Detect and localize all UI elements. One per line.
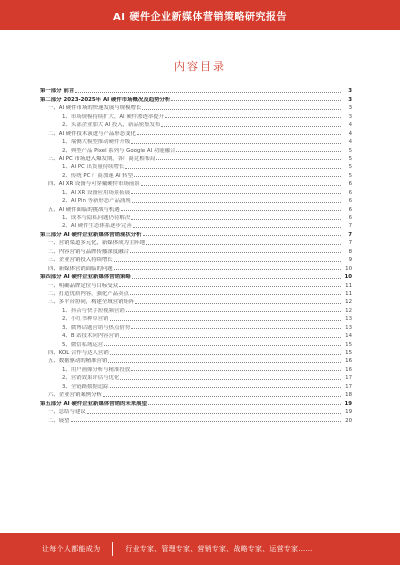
toc-leader-dots xyxy=(108,362,341,363)
toc-entry-text: 四、AI XR 设备与可穿戴硬件市场前景 xyxy=(48,181,140,188)
footer-slogan-left: 让每个人都能成为 xyxy=(42,545,101,553)
toc-leader-dots xyxy=(143,235,341,236)
toc-leader-dots xyxy=(87,413,341,414)
toc-page-number: 19 xyxy=(345,409,352,416)
toc-entry[interactable] xyxy=(40,390,352,398)
toc-entry[interactable] xyxy=(40,94,352,102)
toc-entry-text: 1、AI PC 出货量持续增长 xyxy=(62,164,125,171)
toc-entry-text: 第一部分 前言 xyxy=(40,88,75,95)
toc-page-number: 13 xyxy=(345,316,352,323)
toc-page-number: 5 xyxy=(348,172,352,179)
toc-leader-dots xyxy=(176,151,341,152)
table-of-contents xyxy=(40,86,352,424)
toc-page-number: 7 xyxy=(348,240,352,247)
toc-leader-dots xyxy=(114,261,341,262)
toc-entry-text: 5、微信私域运营 xyxy=(62,341,104,348)
toc-entry-text: 1、抖音与快手短视频营销 xyxy=(62,307,125,314)
toc-entry[interactable] xyxy=(40,263,352,271)
toc-entry[interactable] xyxy=(40,145,352,153)
toc-entry-text: 六、企业营销案例分析 xyxy=(48,392,102,399)
footer-divider xyxy=(112,542,113,556)
toc-page-number: 17 xyxy=(345,383,352,390)
toc-entry-text: 二、打造优质内容，强化产品卖点 xyxy=(48,290,129,297)
toc-entry[interactable] xyxy=(40,196,352,204)
toc-entry-text: 五、数据驱动的精准营销 xyxy=(48,358,108,365)
toc-page-number: 19 xyxy=(344,400,352,407)
toc-entry-text: 2、营销效果评估与优化 xyxy=(62,375,120,382)
toc-leader-dots xyxy=(75,92,341,93)
toc-entry[interactable] xyxy=(40,238,352,246)
toc-entry[interactable] xyxy=(40,305,352,313)
toc-page-number: 10 xyxy=(345,265,352,272)
toc-page-number: 6 xyxy=(348,189,352,196)
toc-page-number: 5 xyxy=(348,155,352,162)
toc-leader-dots xyxy=(146,244,341,245)
report-header-bar xyxy=(0,0,400,30)
toc-page-number: 17 xyxy=(345,375,352,382)
toc-entry[interactable] xyxy=(40,103,352,111)
toc-entry-text: 四、KOL 合作与达人营销 xyxy=(48,350,109,356)
toc-entry[interactable] xyxy=(40,162,352,170)
toc-entry[interactable] xyxy=(40,221,352,229)
toc-entry-text: 3、全链路数据追踪 xyxy=(62,383,109,390)
toc-entry-text: 1、成本与隐私问题仍待解决 xyxy=(62,215,131,221)
toc-entry-text: 一、明确品牌定位与目标受众 xyxy=(48,282,119,289)
toc-leader-dots xyxy=(71,421,341,422)
toc-entry-text: 三、多平台协同，构建全域营销矩阵 xyxy=(48,299,135,306)
toc-entry-text: 1、用户画像分析与精准投放 xyxy=(62,366,131,373)
toc-entry[interactable] xyxy=(40,272,352,280)
toc-leader-dots xyxy=(120,337,341,338)
toc-leader-dots xyxy=(135,303,341,304)
toc-entry-text: 2、小红书种草营销 xyxy=(62,316,109,323)
footer-slogan-right: 行业专家、管理专家、营销专家、战略专家、运营专家…… xyxy=(125,545,313,553)
toc-leader-dots xyxy=(125,168,341,169)
toc-entry[interactable] xyxy=(40,356,352,364)
toc-page-number: 11 xyxy=(345,290,352,297)
toc-leader-dots xyxy=(120,379,341,380)
toc-page-number: 15 xyxy=(345,341,352,348)
toc-page-number: 6 xyxy=(348,181,352,188)
toc-entry[interactable] xyxy=(40,137,352,145)
toc-page-number: 6 xyxy=(348,198,352,205)
toc-leader-dots xyxy=(110,387,341,388)
toc-leader-dots xyxy=(110,354,341,355)
toc-leader-dots xyxy=(131,328,341,329)
toc-page-number: 3 xyxy=(348,88,352,95)
toc-leader-dots xyxy=(165,117,341,118)
toc-entry-text: 第二部分 2023-2025年 AI 硬件市场概况及趋势分析 xyxy=(40,96,171,103)
toc-entry[interactable] xyxy=(40,398,352,406)
toc-entry-text: 二、内容营销与品牌传播深度融合 xyxy=(48,248,129,255)
toc-page-number: 4 xyxy=(348,122,352,129)
toc-entry[interactable] xyxy=(40,381,352,389)
toc-leader-dots xyxy=(119,286,341,287)
toc-entry-text: 一、总结与建议 xyxy=(48,409,86,416)
toc-entry[interactable] xyxy=(40,246,352,254)
toc-entry-text: 1、AI XR 设备应用场景拓展 xyxy=(62,189,131,196)
toc-entry-text: 五、AI 硬件面临的挑战与机遇 xyxy=(48,206,120,213)
toc-entry[interactable] xyxy=(40,348,352,356)
toc-entry[interactable] xyxy=(40,339,352,347)
toc-page-number: 3 xyxy=(348,105,352,112)
toc-entry-text: 三、企业营销投入持续增长 xyxy=(48,257,113,264)
toc-entry[interactable] xyxy=(40,415,352,423)
toc-leader-dots xyxy=(121,210,341,211)
toc-page-number: 11 xyxy=(345,282,352,289)
toc-entry-text: 第五部分 AI 硬件企业新媒体营销的未来展望 xyxy=(40,400,147,407)
toc-entry[interactable] xyxy=(40,154,352,162)
toc-page-number: 12 xyxy=(345,307,352,314)
toc-entry-text: 一、AI 硬件市场的快速发展与规模增长 xyxy=(48,105,142,112)
toc-leader-dots xyxy=(142,109,341,110)
toc-leader-dots xyxy=(130,252,341,253)
toc-leader-dots xyxy=(132,278,341,279)
footer-bar xyxy=(0,533,400,565)
toc-entry[interactable] xyxy=(40,364,352,372)
toc-entry[interactable] xyxy=(40,373,352,381)
toc-entry[interactable] xyxy=(40,111,352,119)
toc-entry-text: 一、营销渠道多元化，新媒体成为主阵地 xyxy=(48,240,146,247)
toc-leader-dots xyxy=(156,159,341,160)
toc-page-number: 16 xyxy=(345,366,352,373)
toc-entry-text: 2、AI 硬件生态体系逐步完善 xyxy=(62,223,132,230)
toc-entry[interactable] xyxy=(40,128,352,136)
toc-entry[interactable] xyxy=(40,331,352,339)
toc-leader-dots xyxy=(131,193,341,194)
toc-entry-text: 第三部分 AI 硬件企业新媒体营销现状分析 xyxy=(40,231,142,238)
toc-page-number: 5 xyxy=(348,147,352,154)
toc-leader-dots xyxy=(110,320,341,321)
toc-leader-dots xyxy=(103,396,341,397)
toc-entry-text: 1、市场规模持续扩大，AI 硬件渗透率提升 xyxy=(62,113,165,120)
toc-leader-dots xyxy=(131,219,341,220)
toc-page-number: 7 xyxy=(348,231,352,238)
toc-page-number: 7 xyxy=(348,223,352,230)
toc-page-number: 16 xyxy=(345,358,352,365)
toc-page-number: 6 xyxy=(348,215,352,221)
toc-leader-dots xyxy=(171,100,341,101)
toc-leader-dots xyxy=(131,143,341,144)
toc-entry[interactable] xyxy=(40,204,352,212)
toc-entry[interactable] xyxy=(40,314,352,322)
toc-page-number: 14 xyxy=(345,333,352,340)
toc-entry[interactable] xyxy=(40,407,352,415)
toc-page-number: 15 xyxy=(345,350,352,356)
toc-page-number: 8 xyxy=(348,248,352,255)
toc-page-number: 20 xyxy=(345,417,352,424)
report-title: AI 硬件企业新媒体营销策略研究报告 xyxy=(113,11,287,23)
toc-entry-text: 4、B 站技术向内容营销 xyxy=(62,333,120,340)
toc-entry[interactable] xyxy=(40,170,352,178)
toc-entry-text: 二、展望 xyxy=(48,417,70,424)
toc-leader-dots xyxy=(133,227,341,228)
toc-leader-dots xyxy=(131,370,341,371)
toc-entry-text: 2、头部企业加大 AI 投入，新品密集发布 xyxy=(62,122,161,129)
toc-leader-dots xyxy=(161,126,341,127)
toc-entry-text: 1、端侧大模型推动硬件升级 xyxy=(62,139,131,146)
toc-entry[interactable] xyxy=(40,297,352,305)
toc-leader-dots xyxy=(148,404,341,405)
toc-page-number: 3 xyxy=(348,113,352,120)
toc-leader-dots xyxy=(132,202,341,203)
toc-page-number: 3 xyxy=(348,96,352,103)
toc-entry[interactable] xyxy=(40,289,352,297)
toc-entry[interactable] xyxy=(40,280,352,288)
toc-leader-dots xyxy=(141,185,341,186)
toc-leader-dots xyxy=(104,345,341,346)
toc-page-number: 10 xyxy=(344,274,352,281)
toc-page-number: 18 xyxy=(345,392,352,399)
toc-entry-text: 第四部分 AI 硬件企业新媒体营销策略 xyxy=(40,274,131,281)
toc-page-number: 6 xyxy=(348,206,352,213)
toc-page-number: 4 xyxy=(348,130,352,137)
toc-entry[interactable] xyxy=(40,213,352,221)
toc-title: 内容目录 xyxy=(174,60,226,73)
toc-entry-text: 3、微博话题营销与热点借势 xyxy=(62,324,131,331)
toc-page-number: 13 xyxy=(345,324,352,331)
toc-entry-text: 2、典型产品 Pixel 系列与 Google AI 功能融合 xyxy=(62,147,176,154)
toc-page-number: 12 xyxy=(345,299,352,306)
toc-page-number: 9 xyxy=(348,257,352,264)
toc-entry[interactable] xyxy=(40,255,352,263)
toc-entry-text: 2、AI Pin 等新形态产品涌现 xyxy=(62,198,131,205)
toc-entry-text: 2、传统 PC 厂商加速 AI 转型 xyxy=(62,172,134,179)
toc-leader-dots xyxy=(137,134,341,135)
toc-entry-text: 四、新媒体营销面临的问题 xyxy=(48,265,113,272)
toc-page-number: 4 xyxy=(348,139,352,146)
toc-entry[interactable] xyxy=(40,86,352,94)
toc-entry[interactable] xyxy=(40,322,352,330)
toc-entry[interactable] xyxy=(40,229,352,237)
toc-entry-text: 二、AI 硬件技术演进与产品形态变化 xyxy=(48,130,136,137)
toc-leader-dots xyxy=(114,269,341,270)
toc-page-number: 5 xyxy=(348,164,352,171)
toc-entry-text: 三、AI PC 市场进入爆发期，各厂商竞相布局 xyxy=(48,155,156,162)
toc-leader-dots xyxy=(134,176,341,177)
toc-leader-dots xyxy=(126,311,341,312)
toc-entry[interactable] xyxy=(40,187,352,195)
toc-entry[interactable] xyxy=(40,120,352,128)
toc-leader-dots xyxy=(130,294,341,295)
toc-entry[interactable] xyxy=(40,179,352,187)
